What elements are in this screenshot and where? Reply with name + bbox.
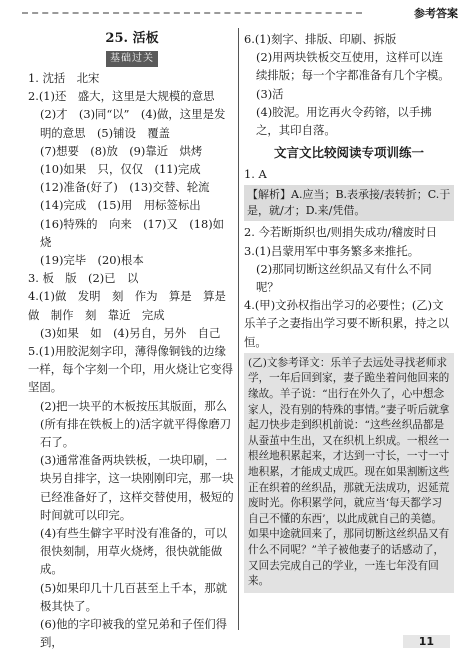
answer-item: (14)完成 (15)用 用标签标出: [40, 198, 201, 213]
answer-item: (12)准备(好了) (13)交替、轮流: [40, 180, 210, 195]
answer-item: (3)如果 如 (4)另自，另外 自己: [40, 325, 221, 340]
answer-item: 3. 板 版 (2)已 以: [28, 271, 139, 286]
header-label: 参考答案: [414, 7, 458, 20]
answer-item: 1. 沈括 北宋: [28, 71, 100, 85]
answer-item: (19)完毕 (20)根本: [40, 253, 144, 268]
answer-item: (16)特殊的 向来 (17)又 (18)如 烧: [40, 216, 236, 249]
answer-item: 1. A: [244, 167, 267, 182]
answer-item: (3)活: [256, 86, 284, 101]
translation-box: (乙)文参考译文：乐羊子去远处寻找老师求学，一年后回到家，妻子跪坐着问他回来的缘故。羊子说：“出行在外久了，心中想念家人，没有别的特殊的事情。”妻子听后就拿起刀快步走到织机前说：“这些丝织品都是从蚕茧中生出，又在织机上织成。一根丝一根丝地积累起来，才达到一寸长，一寸一寸地积累，才能成丈成匹。现在如果割断这些正在织着的丝织品，那就无法成功，迟延荒废时光。你积累学问，就应当‘每天都学习自己不懂的东西’，以此成就自己的美德。如果中途就回来了，那同切断这丝织品又有什么不同呢？”羊子被他妻子的话感动了，又回去完成自己的学业，一连七年没有回来。: [244, 353, 454, 593]
left-column: [28, 30, 236, 652]
answer-item: (2)把一块平的木板按压其版面，那么(所有排在铁板上的)活字就平得像磨刀石了。: [40, 398, 232, 450]
top-bar: [22, 6, 458, 20]
page-number: 11: [403, 635, 450, 648]
answer-item: 6.(1)刻字、排版、印刷、拆版: [244, 32, 397, 46]
answer-item: (3)通常准备两块铁板，一块印刷，一块另自排字，这一块刚刚印完，那一块已经准备好了，这样交替使用，极短的时间就可以印完。: [40, 453, 234, 522]
section-badge: 基础过关: [106, 51, 158, 67]
right-column: [244, 30, 454, 593]
answer-item: 5.(1)用胶泥刻字印，薄得像铜钱的边缘一样，每个字刻一个印，用火烧让它变得坚固。: [28, 344, 234, 395]
section-title: 文言文比较阅读专项训练一: [273, 145, 424, 161]
answer-item: 2.(1)还 盛大，这里是大规模的意思: [28, 89, 215, 104]
answer-item: (5)如果印几十几百甚至上千本，那就极其快了。: [40, 580, 227, 613]
answer-item: 4.(甲)文孙权指出学习的必要性；(乙)文乐羊子之妻指出学习要不断积累，持之以恒。: [244, 298, 450, 349]
dashed-rule: [22, 12, 362, 14]
lesson-title: 25. 活板: [105, 31, 159, 46]
analysis-box: 【解析】A.应当；B.表承接/表转折；C.于是，就/才；D.来/凭借。: [244, 185, 454, 221]
answer-item: (10)如果 只，仅仅 (11)完成: [40, 162, 201, 177]
answer-item: 4.(1)做 发明 刻 作为 算是 算是 做 制作 刻 靠近 完成: [28, 289, 238, 322]
answer-item: (2)那同切断这丝织品又有什么不同呢？: [256, 261, 432, 295]
answer-item: (2)才 (3)同“以” (4)做，这里是发明的意思 (5)铺设 覆盖: [40, 107, 226, 140]
column-divider: [238, 28, 239, 630]
answer-item: (4)有些生僻字平时没有准备的，可以很快刻制，用草火烧烤，很快就能做成。: [40, 526, 227, 577]
badge-wrap: [28, 49, 236, 67]
answer-item: 2. 今若断斯织也/则捐失成功/稽废时日: [244, 225, 438, 240]
answer-item: (7)想要 (8)放 (9)靠近 烘烤: [40, 143, 203, 158]
answer-item: 3.(1)吕蒙用军中事务繁多来推托。: [244, 243, 420, 258]
answer-item: (6)他的字印被我的堂兄弟和子侄们得到，: [40, 617, 227, 650]
answer-item: (4)胶泥。用讫再火令药镕，以手拂之，其印自落。: [256, 104, 432, 138]
answer-item: (2)用两块铁板交互使用，这样可以连续排版；每一个字都准备有几个字模。: [256, 50, 450, 83]
